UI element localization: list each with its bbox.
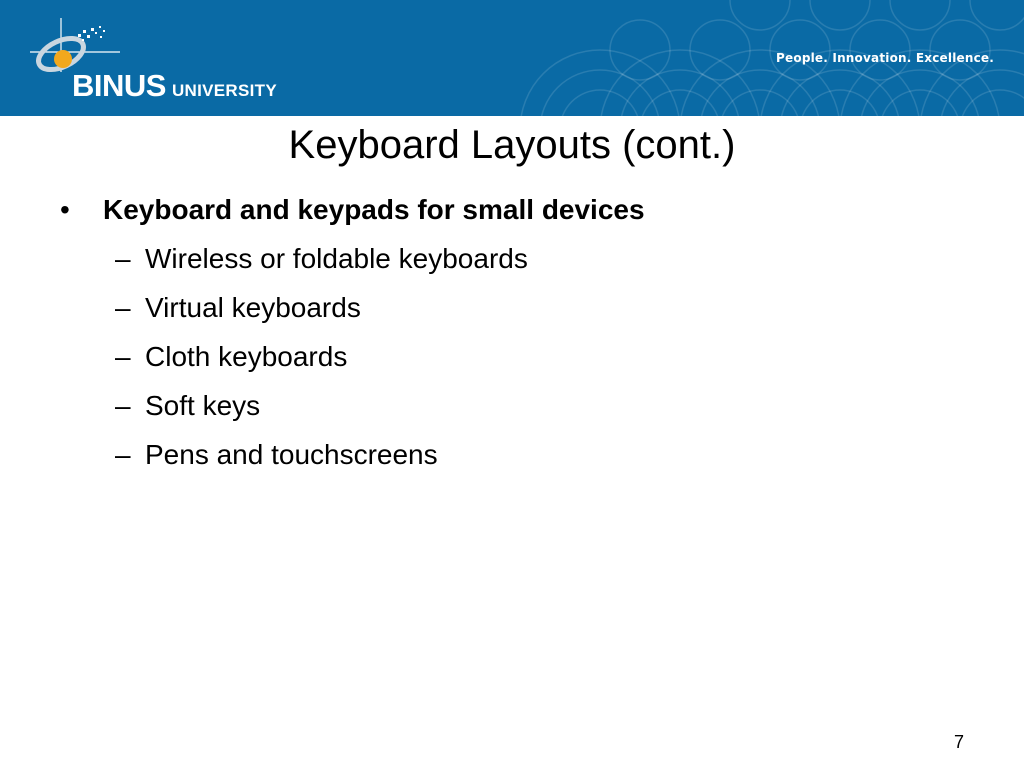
list-item — [60, 337, 960, 386]
sub-bullet-text: Wireless or foldable keyboards — [145, 243, 528, 274]
list-item — [60, 190, 960, 230]
list-item — [60, 288, 960, 337]
logo-university-text: UNIVERSITY — [171, 81, 277, 100]
header-banner — [0, 0, 1024, 116]
list-item — [60, 386, 960, 435]
list-item — [60, 435, 960, 484]
binus-logo[interactable] — [30, 14, 300, 104]
sub-bullet-text: Virtual keyboards — [145, 292, 361, 323]
binus-emblem-icon — [30, 14, 120, 74]
sub-bullet-list — [60, 239, 960, 484]
sub-list-container — [60, 239, 960, 484]
page-number: 7 — [953, 732, 964, 752]
dash-marker: – — [115, 292, 131, 323]
bullet-text: Keyboard and keypads for small devices — [103, 194, 645, 225]
dash-marker: – — [115, 390, 131, 421]
list-item — [60, 239, 960, 288]
bullet-marker: • — [60, 194, 70, 225]
slide-title: Keyboard Layouts (cont.) — [288, 123, 736, 167]
dash-marker: – — [115, 243, 131, 274]
sub-bullet-text: Pens and touchscreens — [145, 439, 438, 470]
tagline: People. Innovation. Excellence. — [776, 51, 994, 65]
logo-binus-text: BINUS — [72, 68, 166, 103]
dash-marker: – — [115, 439, 131, 470]
sub-bullet-text: Soft keys — [145, 390, 261, 421]
logo-wordmark — [72, 70, 277, 101]
sub-bullet-text: Cloth keyboards — [145, 341, 348, 372]
bullet-list — [60, 190, 960, 484]
dash-marker: – — [115, 341, 131, 372]
